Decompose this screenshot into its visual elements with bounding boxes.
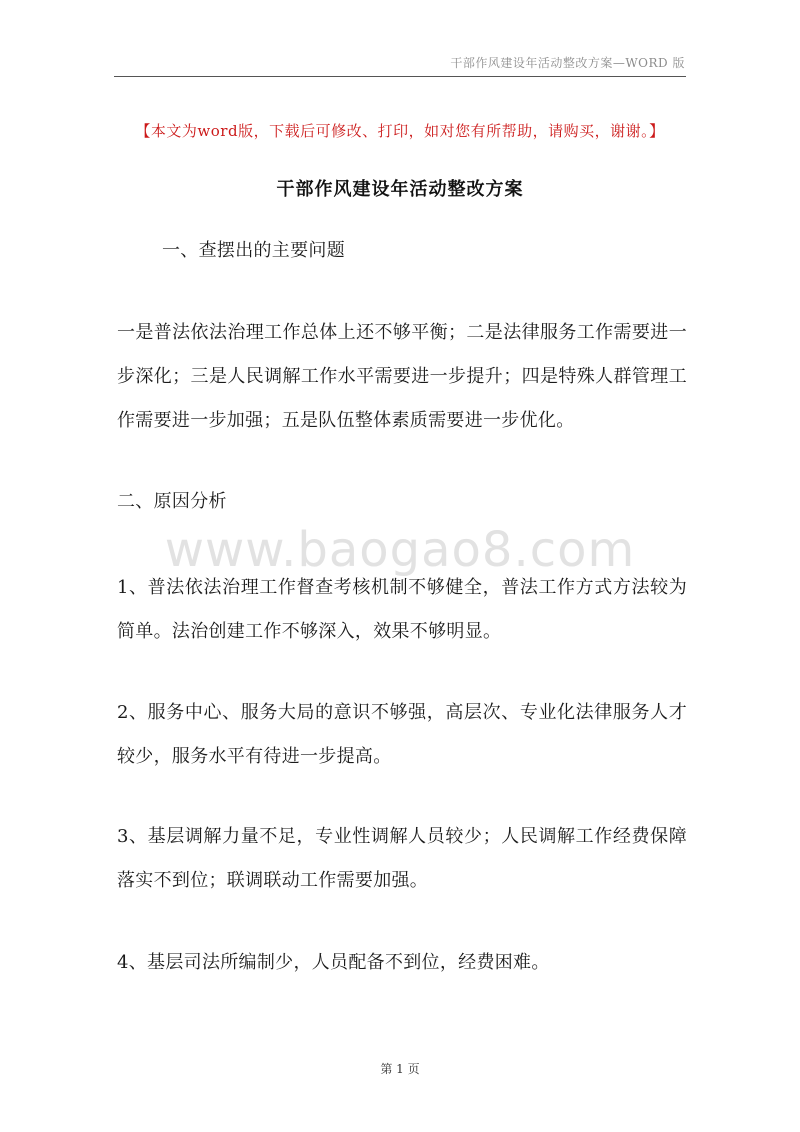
list-item: 1、普法依法治理工作督查考核机制不够健全，普法工作方式方法较为简单。法治创建工作不够深入，效果不够明显。	[117, 577, 687, 642]
download-notice: 【本文为word版，下载后可修改、打印，如对您有所帮助，请购买，谢谢。】	[135, 122, 665, 140]
watermark-text: www.baogao8.com	[164, 522, 636, 578]
section-1-body: 一是普法依法治理工作总体上还不够平衡；二是法律服务工作需要进一步深化；三是人民调解工作水平需要进一步提升；四是特殊人群管理工作需要进一步加强；五是队伍整体素质需要进一步优化。	[117, 322, 687, 431]
document-title: 干部作风建设年活动整改方案	[276, 179, 524, 200]
header-divider	[114, 76, 686, 77]
section-1-heading: 一、查摆出的主要问题	[162, 240, 345, 261]
page-number: 第 1 页	[380, 1062, 420, 1076]
list-item: 2、服务中心、服务大局的意识不够强，高层次、专业化法律服务人才较少，服务水平有待进一步提高。	[117, 702, 687, 767]
list-item: 3、基层调解力量不足，专业性调解人员较少；人民调解工作经费保障落实不到位；联调联动工作需要加强。	[117, 826, 687, 891]
section-2-heading: 二、原因分析	[117, 491, 227, 512]
running-header: 干部作风建设年活动整改方案—WORD 版	[450, 56, 685, 70]
list-item: 4、基层司法所编制少，人员配备不到位，经费困难。	[117, 952, 550, 973]
